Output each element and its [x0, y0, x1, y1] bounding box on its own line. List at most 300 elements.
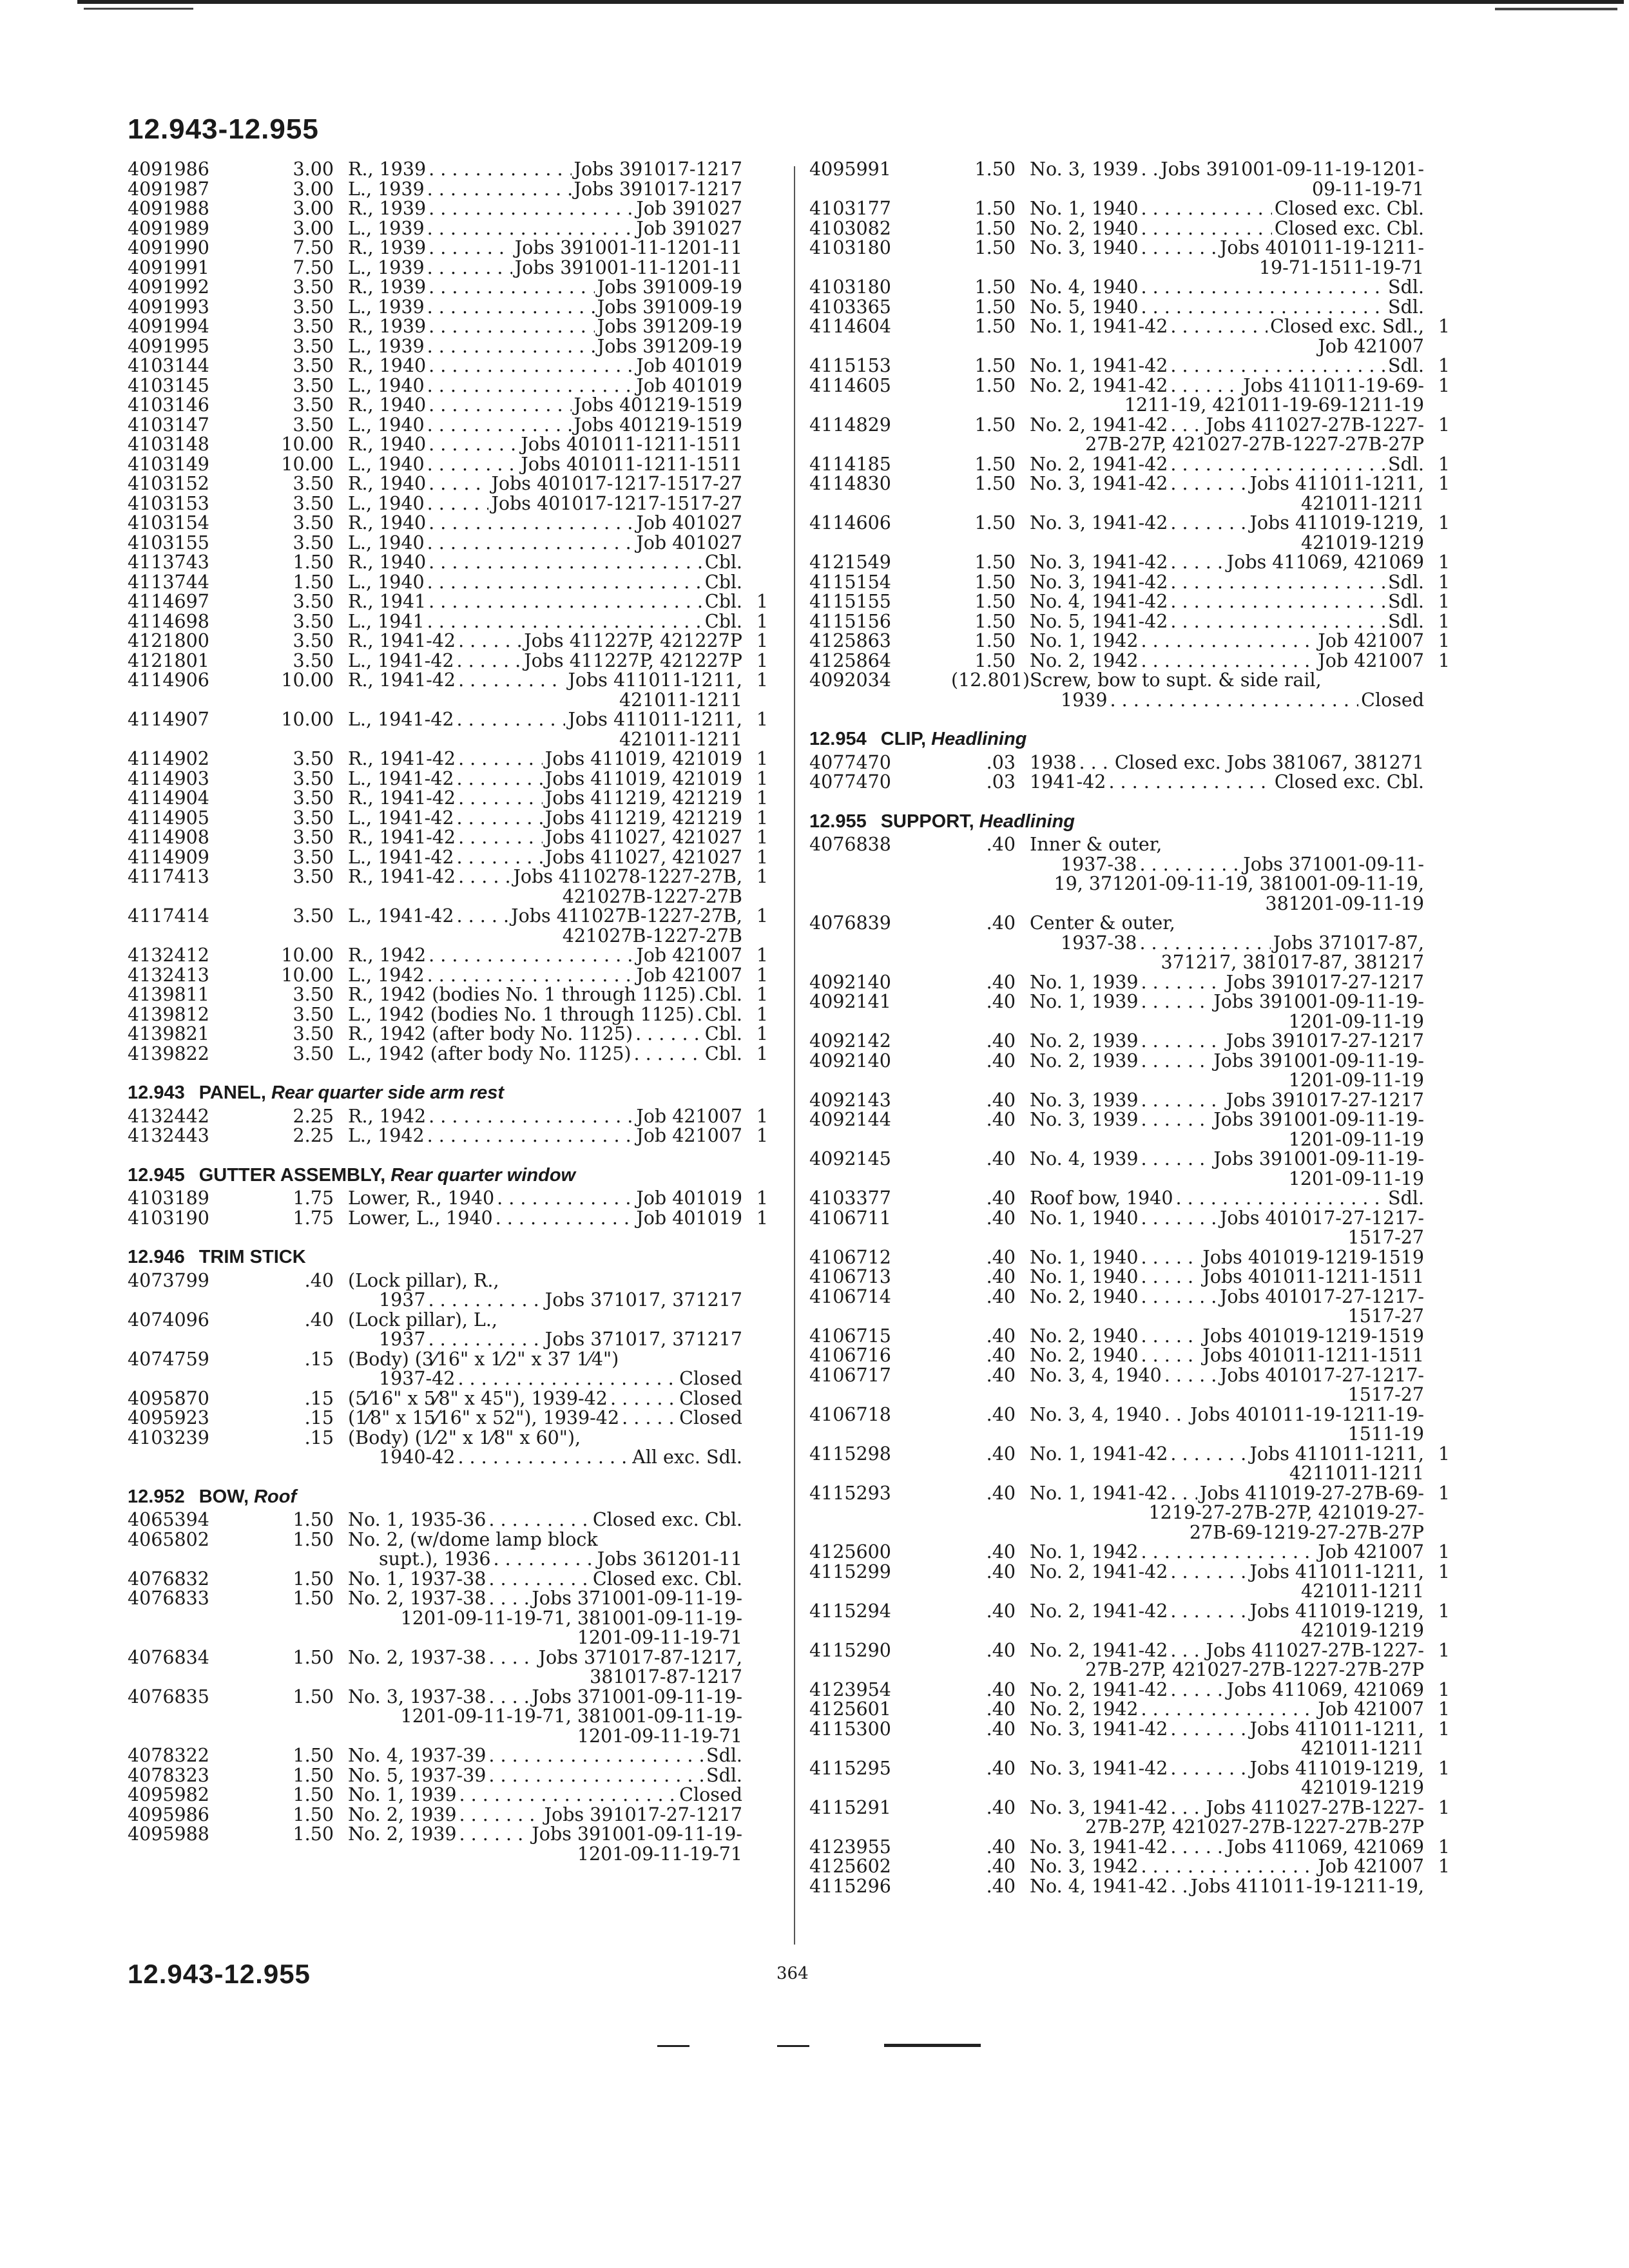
part-number: 4095991: [809, 159, 891, 180]
section-name: SUPPORT,: [880, 811, 979, 832]
part-price: 1.50: [974, 237, 1016, 258]
desc-text: L., 1940: [348, 532, 425, 553]
part-number: 4106714: [809, 1285, 891, 1307]
part-description: [348, 651, 742, 671]
desc-line: (Body) (3⁄16" x 1⁄2" x 37 1⁄4"): [348, 1348, 619, 1370]
desc-text: 1219-27-27B-27P, 421019-27-: [1148, 1502, 1424, 1523]
part-price: 1.50: [293, 1509, 334, 1530]
part-row: [128, 592, 778, 612]
part-description: [348, 749, 742, 769]
part-number: 4103153: [128, 492, 209, 514]
part-price: 1.50: [974, 649, 1016, 671]
part-row: [128, 769, 778, 789]
part-quantity: 1: [756, 964, 768, 986]
part-description: [1030, 1445, 1424, 1484]
part-row: [128, 1648, 778, 1687]
part-price: 1.50: [974, 453, 1016, 475]
part-quantity: 1: [1438, 473, 1450, 494]
part-row: [809, 1445, 1460, 1484]
part-description: [1030, 1346, 1424, 1366]
part-row: [128, 1271, 778, 1311]
part-number: 4106717: [809, 1364, 891, 1386]
part-number: 4103145: [128, 374, 209, 396]
part-quantity: 1: [1438, 453, 1450, 475]
desc-line: [1030, 855, 1424, 875]
part-price: 3.50: [293, 1003, 334, 1025]
part-description: [1030, 1149, 1424, 1189]
dot-leader: [458, 828, 543, 848]
part-number: 4078322: [128, 1745, 209, 1766]
desc-text: R., 1939: [348, 198, 427, 219]
part-row: [809, 317, 1460, 356]
part-number: 4115154: [809, 571, 891, 593]
desc-line: [1030, 773, 1424, 793]
part-description: [1030, 1267, 1424, 1287]
part-description: [348, 455, 742, 475]
desc-text: No. 1, 1940: [1030, 198, 1139, 219]
part-price: 3.00: [293, 217, 334, 239]
desc-text: L., 1942 (bodies No. 1 through 1125): [348, 1003, 695, 1025]
column-divider: [794, 166, 795, 1945]
part-description: [1030, 573, 1424, 593]
part-row: [809, 238, 1460, 278]
part-row: [128, 1766, 778, 1786]
desc-applies: Jobs 411019-27-27B-69-: [1199, 1482, 1424, 1504]
desc-line: [1030, 1267, 1424, 1287]
part-number: 4139821: [128, 1023, 209, 1044]
desc-line: [348, 1510, 742, 1530]
part-description: [348, 474, 742, 494]
dot-leader: [1141, 1052, 1211, 1072]
desc-line: [348, 631, 742, 651]
part-description: [348, 160, 742, 180]
part-price: 3.50: [293, 473, 334, 494]
part-row: [128, 356, 778, 376]
desc-line: Center & outer,: [1030, 912, 1175, 934]
desc-text: No. 2, 1941-42: [1030, 1678, 1168, 1700]
desc-text: 1517-27: [1347, 1227, 1424, 1248]
dot-leader: [488, 1648, 535, 1668]
part-row: [128, 258, 778, 278]
part-number: 4114902: [128, 748, 209, 769]
desc-line: [348, 1825, 742, 1845]
part-row: [809, 1052, 1460, 1091]
part-price: 3.00: [293, 178, 334, 200]
desc-continuation: [1030, 1778, 1424, 1798]
part-description: [348, 1126, 742, 1146]
desc-applies: Jobs 411227P, 421227P: [524, 649, 742, 671]
desc-text: No. 2, 1939: [1030, 1050, 1139, 1072]
dot-leader: [1170, 514, 1247, 533]
part-description: [1030, 631, 1424, 651]
dot-leader: [1141, 1267, 1200, 1287]
desc-applies: Jobs 411027, 421027: [545, 827, 742, 848]
part-quantity: 1: [756, 1043, 768, 1064]
dot-leader: [1141, 1091, 1224, 1111]
desc-line: [348, 573, 742, 593]
desc-applies: Cbl.: [704, 1043, 742, 1064]
desc-line: [1030, 1366, 1424, 1386]
part-number: 4114604: [809, 316, 891, 337]
desc-applies: Jobs 411219, 421219: [545, 787, 742, 809]
desc-continuation: [1030, 953, 1424, 973]
part-quantity: 1: [1438, 1856, 1450, 1877]
desc-text: 1201-09-11-19: [1288, 1010, 1424, 1032]
part-number: 4115300: [809, 1718, 891, 1740]
desc-applies: Jobs 391209-19: [597, 316, 742, 337]
desc-line: [1030, 573, 1424, 593]
part-row: [128, 199, 778, 219]
dot-leader: [427, 258, 512, 278]
part-number: 4114907: [128, 709, 209, 730]
desc-applies: Closed: [679, 1407, 742, 1428]
desc-applies: Sdl.: [1388, 1187, 1424, 1209]
part-price: .40: [986, 1109, 1016, 1130]
part-number: 4092145: [809, 1148, 891, 1169]
part-row: [128, 848, 778, 868]
part-description: [1030, 416, 1424, 455]
dot-leader: [1139, 934, 1270, 954]
part-description: [1030, 1327, 1424, 1347]
desc-text: 19-71-1511-19-71: [1258, 256, 1424, 278]
desc-text: No. 1, 1939: [1030, 991, 1139, 1012]
part-number: 4076834: [128, 1646, 209, 1668]
desc-applies: Jobs 371001-09-11-: [1243, 853, 1424, 875]
desc-text: R., 1941-42: [348, 787, 456, 809]
desc-text: No. 2, 1942: [1030, 1698, 1139, 1720]
part-description: [348, 258, 742, 278]
section-name: GUTTER ASSEMBLY,: [198, 1164, 391, 1186]
section-desc: Headlining: [931, 729, 1027, 749]
desc-line: [348, 474, 742, 494]
desc-applies: Job 401027: [636, 532, 742, 553]
part-quantity: 1: [756, 1003, 768, 1025]
part-row: [128, 337, 778, 357]
desc-continuation: [1030, 894, 1424, 914]
part-number: 4076835: [128, 1686, 209, 1707]
part-row: [809, 298, 1460, 318]
desc-applies: Jobs 371017, 371217: [545, 1289, 742, 1311]
part-row: [809, 160, 1460, 199]
desc-text: No. 3, 1937-38: [348, 1686, 487, 1707]
dot-leader: [1170, 474, 1247, 494]
dot-leader: [458, 671, 565, 691]
part-number: 4076839: [809, 912, 891, 934]
desc-applies: Cbl.: [704, 1023, 742, 1044]
part-price: .40: [986, 971, 1016, 993]
part-price: .40: [986, 1325, 1016, 1347]
page-number: 364: [776, 1964, 809, 1983]
desc-text: 1201-09-11-19-71: [577, 1725, 742, 1747]
part-number: 4114830: [809, 473, 891, 494]
part-description: [1030, 1602, 1424, 1641]
desc-text: 1939: [1061, 689, 1108, 711]
part-number: 4074759: [128, 1348, 209, 1370]
part-description: [1030, 973, 1424, 993]
part-number: 4132443: [128, 1125, 209, 1146]
part-row: [809, 1267, 1460, 1287]
part-description: [348, 180, 742, 200]
part-quantity: 1: [756, 1125, 768, 1146]
part-description: [1030, 1091, 1424, 1111]
part-number: 4095923: [128, 1407, 209, 1428]
part-number: 4106712: [809, 1246, 891, 1268]
dot-leader: [1141, 1209, 1218, 1229]
dot-leader: [488, 1746, 704, 1766]
part-price: 1.50: [974, 473, 1016, 494]
desc-applies: Sdl.: [706, 1764, 742, 1786]
desc-applies: Jobs 411011-1211,: [568, 709, 742, 730]
part-description: [1030, 1248, 1424, 1268]
desc-applies: Job 401019: [636, 1207, 742, 1229]
desc-line: [348, 160, 742, 180]
desc-text: No. 4, 1941-42: [1030, 591, 1168, 612]
desc-text: No. 3, 1941-42: [1030, 512, 1168, 533]
part-row: [809, 553, 1460, 573]
part-number: 4115295: [809, 1757, 891, 1779]
desc-text: 1511-19: [1347, 1423, 1424, 1445]
desc-text: L., 1941-42: [348, 807, 454, 829]
part-description: [1030, 651, 1424, 671]
part-price: 3.50: [293, 807, 334, 829]
desc-line: [348, 1805, 742, 1825]
dot-leader: [427, 455, 519, 475]
desc-text: L., 1941-42: [348, 846, 454, 868]
desc-continuation: [348, 730, 742, 750]
desc-applies: Jobs 411069, 421069: [1226, 552, 1424, 573]
desc-text: 1517-27: [1347, 1305, 1424, 1327]
part-number: 4115290: [809, 1639, 891, 1661]
part-row: [809, 1287, 1460, 1327]
desc-text: 09-11-19-71: [1312, 178, 1424, 200]
part-description: [1030, 455, 1424, 475]
part-price: .15: [304, 1387, 334, 1409]
desc-text: No. 3, 1941-42: [1030, 1796, 1168, 1818]
part-quantity: 1: [756, 807, 768, 829]
part-description: [348, 710, 742, 749]
desc-text: 4211011-1211: [1289, 1463, 1424, 1484]
part-quantity: 1: [1438, 630, 1450, 651]
desc-applies: Jobs 411027B-1227-27B,: [511, 905, 742, 927]
part-quantity: 1: [1438, 414, 1450, 436]
part-row: [809, 1542, 1460, 1562]
desc-continuation: [348, 887, 742, 907]
dot-leader: [1141, 651, 1316, 671]
part-row: [128, 1311, 778, 1350]
dot-leader: [429, 514, 633, 533]
part-price: 1.50: [293, 1686, 334, 1707]
desc-applies: Jobs 401017-27-1217-: [1220, 1207, 1424, 1229]
desc-text: No. 2, 1937-38: [348, 1588, 487, 1609]
part-number: 4091995: [128, 335, 209, 357]
part-row: [128, 160, 778, 180]
page-title: 12.943-12.955: [128, 113, 319, 145]
part-number: 4076838: [809, 834, 891, 855]
desc-text: No. 2, 1941-42: [1030, 453, 1168, 475]
part-number: 4091993: [128, 296, 209, 318]
part-description: [348, 238, 742, 258]
part-price: .40: [986, 1050, 1016, 1072]
part-number: 4078323: [128, 1764, 209, 1786]
top-rule-right: [1495, 8, 1617, 10]
desc-continuation: [1030, 1425, 1424, 1445]
part-price: .40: [986, 1600, 1016, 1622]
part-price: .15: [304, 1348, 334, 1370]
dot-leader: [1164, 1405, 1188, 1425]
part-description: [348, 966, 742, 986]
desc-text: No. 2, 1941-42: [1030, 414, 1168, 436]
desc-line: [1030, 514, 1424, 533]
desc-applies: Jobs 411011-19-69-: [1243, 374, 1424, 396]
desc-text: 1937: [379, 1289, 426, 1311]
dot-leader: [427, 337, 595, 357]
dot-leader: [459, 1785, 677, 1805]
desc-line: [1030, 1562, 1424, 1582]
desc-applies: Job 421007: [1318, 649, 1424, 671]
part-number: 4092140: [809, 1050, 891, 1072]
dot-leader: [429, 1291, 543, 1311]
desc-line: [348, 769, 742, 789]
part-price: .40: [986, 1089, 1016, 1111]
desc-line: [348, 985, 742, 1005]
desc-line: [1030, 612, 1424, 632]
part-number: 4091990: [128, 237, 209, 258]
dot-leader: [1141, 298, 1386, 318]
desc-line: [348, 1589, 742, 1609]
part-row: [128, 985, 778, 1005]
desc-text: 1937: [379, 1329, 426, 1350]
part-row: [809, 1110, 1460, 1149]
part-price: .40: [986, 1757, 1016, 1779]
desc-applies: Jobs 391009-19: [597, 296, 742, 318]
desc-line: [348, 317, 742, 337]
desc-text: R., 1940: [348, 355, 427, 376]
desc-line: [348, 1785, 742, 1805]
part-description: [1030, 514, 1424, 553]
desc-continuation: [1030, 1130, 1424, 1150]
dot-leader: [427, 573, 702, 593]
desc-text: No. 2, 1941-42: [1030, 374, 1168, 396]
part-number: 4103146: [128, 394, 209, 416]
part-description: [348, 809, 742, 829]
part-description: [348, 1570, 742, 1590]
part-price: 1.50: [974, 296, 1016, 318]
part-number: 4114606: [809, 512, 891, 533]
desc-line: [1030, 474, 1424, 494]
desc-line: [348, 867, 742, 887]
part-number: 4103190: [128, 1207, 209, 1229]
part-number: 4114829: [809, 414, 891, 436]
desc-continuation: [1030, 1818, 1424, 1838]
dot-leader: [1141, 1032, 1224, 1052]
dot-leader: [1170, 1602, 1247, 1622]
part-row: [128, 396, 778, 416]
desc-line: [348, 1044, 742, 1064]
part-quantity: 1: [1438, 552, 1450, 573]
part-price: 3.50: [293, 316, 334, 337]
desc-text: No. 4, 1937-39: [348, 1745, 487, 1766]
part-price: 10.00: [281, 434, 334, 455]
desc-line: [1030, 1602, 1424, 1622]
part-description: [348, 985, 742, 1005]
desc-applies: Jobs 401017-27-1217-: [1220, 1364, 1424, 1386]
desc-text: L., 1941-42: [348, 709, 454, 730]
part-number: 4113743: [128, 552, 209, 573]
desc-text: L., 1941-42: [348, 905, 454, 927]
dot-leader: [1139, 855, 1240, 875]
part-description: [348, 1350, 742, 1389]
section-code: 12.952: [128, 1486, 185, 1507]
dot-leader: [429, 396, 571, 416]
desc-line: [348, 199, 742, 219]
part-number: 4121801: [128, 649, 209, 671]
part-price: 1.50: [974, 159, 1016, 180]
dot-leader: [1170, 376, 1240, 396]
desc-line: Inner & outer,: [1030, 834, 1162, 855]
desc-line: [348, 1107, 742, 1127]
desc-continuation: [1030, 1739, 1424, 1759]
part-description: [1030, 1032, 1424, 1052]
part-price: .40: [304, 1309, 334, 1331]
desc-continuation: [1030, 1307, 1424, 1327]
section-name: CLIP,: [880, 729, 932, 749]
part-price: .40: [986, 1875, 1016, 1897]
dot-leader: [1141, 1110, 1211, 1130]
desc-text: No. 1, 1940: [1030, 1266, 1139, 1287]
part-row: [128, 298, 778, 318]
desc-line: [1030, 1700, 1424, 1720]
desc-text: No. 2, 1939: [348, 1823, 457, 1845]
part-number: 4115153: [809, 355, 891, 376]
part-number: 4114909: [128, 846, 209, 868]
desc-applies: Closed exc. Cbl.: [592, 1568, 742, 1590]
part-description: [1030, 1720, 1424, 1759]
part-price: .03: [986, 771, 1016, 793]
desc-applies: Jobs 401017-1217-1517-27: [491, 492, 742, 514]
part-number: 4091988: [128, 198, 209, 219]
desc-text: 421011-1211: [619, 689, 742, 711]
part-row: [809, 1602, 1460, 1641]
desc-line: [1030, 1189, 1424, 1209]
part-number: 4103144: [128, 355, 209, 376]
desc-text: 1201-09-11-19-71, 381001-09-11-19-: [400, 1607, 742, 1629]
part-price: 3.50: [293, 296, 334, 318]
part-number: 4115298: [809, 1443, 891, 1465]
desc-applies: Job 421007: [1318, 630, 1424, 651]
dot-leader: [1141, 278, 1386, 298]
part-row: [128, 809, 778, 829]
part-description: [348, 592, 742, 612]
desc-text: 421011-1211: [1301, 1581, 1424, 1602]
desc-applies: Closed: [1361, 689, 1424, 711]
desc-applies: Cbl.: [704, 552, 742, 573]
section-heading: [128, 1247, 778, 1267]
part-price: .40: [986, 1187, 1016, 1209]
dot-leader: [1170, 553, 1224, 573]
dot-leader: [427, 376, 634, 396]
part-number: 4092142: [809, 1030, 891, 1052]
part-number: 4125864: [809, 649, 891, 671]
desc-line: [348, 298, 742, 318]
desc-applies: Closed exc. Cbl.: [592, 1509, 742, 1530]
dot-leader: [457, 809, 543, 829]
part-quantity: 1: [1438, 1698, 1450, 1720]
dot-leader: [429, 160, 571, 180]
part-price: 1.50: [974, 552, 1016, 573]
part-row: [809, 773, 1460, 793]
desc-applies: Cbl.: [704, 591, 742, 612]
part-description: [1030, 1287, 1424, 1327]
